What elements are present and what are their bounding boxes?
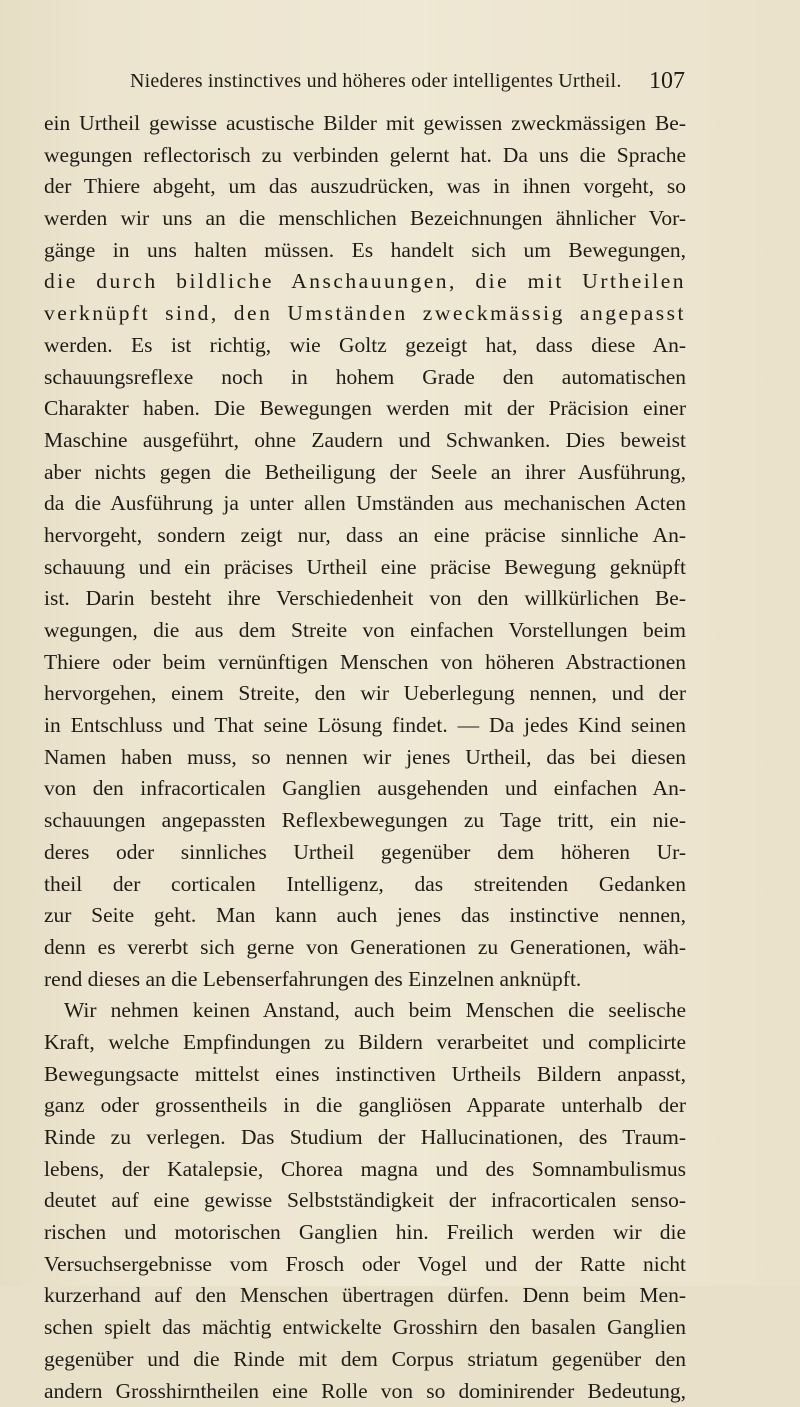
text-line: rend dieses an die Lebenserfahrungen des Einzelnen anknüpft. [44,964,686,996]
text-line: Maschine ausgeführt, ohne Zaudern und Schwanken. Dies beweist [44,425,686,457]
text-line: hervorgeht, sondern zeigt nur, dass an eine präcise sinnliche An- [44,520,686,552]
text-line: zur Seite geht. Man kann auch jenes das instinctive nennen, [44,900,686,932]
text-line: die durch bildliche Anschauungen, die mit Urtheilen [44,266,686,298]
text-line: ein Urtheil gewisse acustische Bilder mit gewissen zweckmässigen Be- [44,108,686,140]
text-line: gänge in uns halten müssen. Es handelt sich um Bewegungen, [44,235,686,267]
page-number: 107 [649,68,685,95]
text-line: schauungsreflexe noch in hohem Grade den automatischen [44,362,686,394]
text-line: deres oder sinnliches Urtheil gegenüber dem höheren Ur- [44,837,686,869]
text-line: kurzerhand auf den Menschen übertragen dürfen. Denn beim Men- [44,1280,686,1312]
text-line: in Entschluss und That seine Lösung findet. — Da jedes Kind seinen [44,710,686,742]
text-line: Bewegungsacte mittelst eines instinctiven Urtheils Bildern anpasst, [44,1059,686,1091]
text-line: denn es vererbt sich gerne von Generationen zu Generationen, wäh- [44,932,686,964]
text-line: der Thiere abgeht, um das auszudrücken, was in ihnen vorgeht, so [44,171,686,203]
text-line: hervorgehen, einem Streite, den wir Ueberlegung nennen, und der [44,678,686,710]
text-line: Versuchsergebnisse vom Frosch oder Vogel und der Ratte nicht [44,1249,686,1281]
text-line: von den infracorticalen Ganglien ausgehenden und einfachen An- [44,773,686,805]
page-header [130,70,685,100]
text-line: Namen haben muss, so nennen wir jenes Urtheil, das bei diesen [44,742,686,774]
text-line: werden wir uns an die menschlichen Bezeichnungen ähnlicher Vor- [44,203,686,235]
text-line: aber nichts gegen die Betheiligung der Seele an ihrer Ausführung, [44,457,686,489]
text-line: ganz oder grossentheils in die gangliösen Apparate unterhalb der [44,1090,686,1122]
text-line: ist. Darin besteht ihre Verschiedenheit von den willkürlichen Be- [44,583,686,615]
text-line: Kraft, welche Empfindungen zu Bildern verarbeitet und complicirte [44,1027,686,1059]
text-line: schen spielt das mächtig entwickelte Grosshirn den basalen Ganglien [44,1312,686,1344]
body-text [44,108,686,1407]
text-line: Thiere oder beim vernünftigen Menschen von höheren Abstractionen [44,647,686,679]
text-line: deutet auf eine gewisse Selbstständigkeit der infracorticalen senso- [44,1185,686,1217]
running-head: Niederes instinctives und höheres oder intelligentes Urtheil. [130,70,622,93]
text-line: rischen und motorischen Ganglien hin. Freilich werden wir die [44,1217,686,1249]
text-line: Charakter haben. Die Bewegungen werden mit der Präcision einer [44,393,686,425]
text-line: schauungen angepassten Reflexbewegungen zu Tage tritt, ein nie- [44,805,686,837]
text-line: schauung und ein präcises Urtheil eine präcise Bewegung geknüpft [44,552,686,584]
text-line: wegungen reflectorisch zu verbinden gelernt hat. Da uns die Sprache [44,140,686,172]
text-line: werden. Es ist richtig, wie Goltz gezeigt hat, dass diese An- [44,330,686,362]
text-line: Rinde zu verlegen. Das Studium der Hallucinationen, des Traum- [44,1122,686,1154]
text-line: andern Grosshirntheilen eine Rolle von so dominirender Bedeutung, [44,1376,686,1407]
text-line: wegungen, die aus dem Streite von einfachen Vorstellungen beim [44,615,686,647]
text-line: theil der corticalen Intelligenz, das streitenden Gedanken [44,869,686,901]
text-line: Wir nehmen keinen Anstand, auch beim Menschen die seelische [44,995,686,1027]
text-line: da die Ausführung ja unter allen Umständen aus mechanischen Acten [44,488,686,520]
text-line: gegenüber und die Rinde mit dem Corpus striatum gegenüber den [44,1344,686,1376]
text-line: lebens, der Katalepsie, Chorea magna und des Somnambulismus [44,1154,686,1186]
text-line: verknüpft sind, den Umständen zweckmässig angepasst [44,298,686,330]
